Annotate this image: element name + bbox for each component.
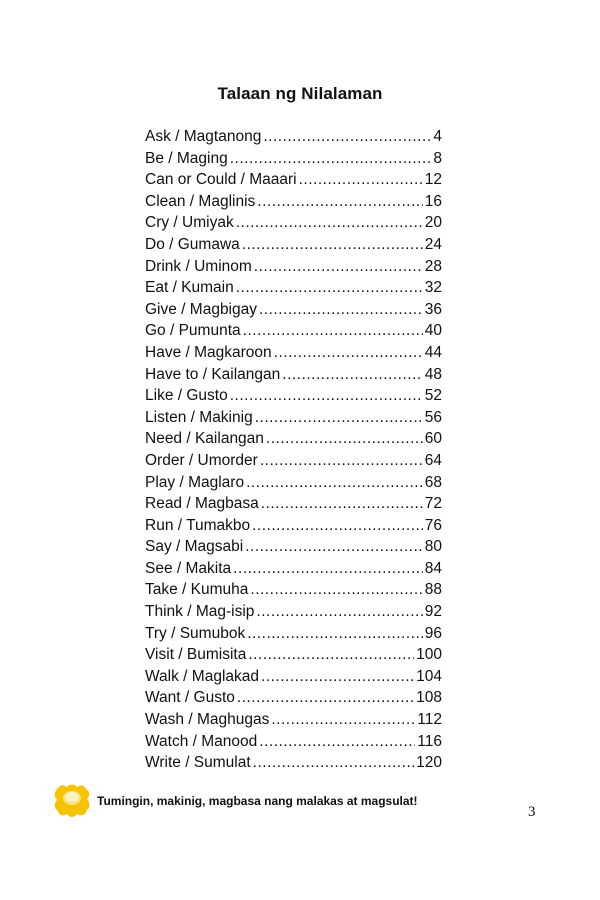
toc-entry-page: 4 [433, 128, 442, 145]
toc-entry-page: 56 [424, 408, 442, 426]
footer [52, 782, 552, 822]
toc-entry [145, 428, 442, 450]
toc-dot-leader [230, 385, 423, 407]
toc-entry-label: Like / Gusto [145, 387, 228, 405]
toc-entry-page: 16 [424, 192, 442, 210]
page-number: 3 [528, 804, 536, 820]
toc-entry [145, 148, 442, 170]
toc-entry-label: Write / Sumulat [145, 754, 251, 772]
toc-entry-page: 24 [424, 235, 442, 253]
toc-dot-leader [255, 407, 423, 429]
toc-entry-page: 88 [424, 581, 442, 599]
toc-dot-leader [247, 623, 423, 645]
toc-entry [145, 752, 442, 774]
toc-entry [145, 320, 442, 342]
toc-entry-page: 8 [433, 149, 442, 167]
toc-dot-leader [256, 601, 422, 623]
toc-entry [145, 493, 442, 515]
toc-entry [145, 450, 442, 472]
toc-entry-page: 20 [424, 214, 442, 232]
toc-entry-label: Eat / Kumain [145, 279, 234, 297]
toc-dot-leader [250, 579, 422, 601]
toc-entry-label: Clean / Maglinis [145, 192, 256, 210]
toc-entry-label: Give / Magbigay [145, 300, 257, 318]
toc-entry [145, 299, 442, 321]
toc-entry-page: 108 [416, 689, 442, 707]
toc-dot-leader [254, 256, 423, 278]
toc-entry-page: 64 [424, 451, 442, 469]
toc-entry-label: Be / Maging [145, 149, 228, 167]
toc-dot-leader [248, 644, 414, 666]
toc-dot-leader [243, 320, 423, 342]
toc-dot-leader [236, 212, 423, 234]
toc-dot-leader [252, 515, 423, 537]
toc-entry [145, 234, 442, 256]
toc-dot-leader [257, 191, 422, 213]
toc-entry-label: Have to / Kailangan [145, 365, 281, 383]
toc-dot-leader [253, 752, 414, 774]
toc-dot-leader [246, 472, 423, 494]
toc-entry-label: Want / Gusto [145, 689, 235, 707]
toc-entry-page: 52 [424, 387, 442, 405]
toc-entry [145, 364, 442, 386]
toc-dot-leader [259, 731, 415, 753]
toc-entry-label: Run / Tumakbo [145, 516, 251, 534]
toc-entry [145, 558, 442, 580]
toc-entry [145, 342, 442, 364]
toc-entry-page: 104 [416, 667, 442, 685]
toc-entry-page: 96 [424, 624, 442, 642]
toc-dot-leader [261, 493, 423, 515]
toc-dot-leader [230, 148, 432, 170]
toc-entry-label: Think / Mag-isip [145, 603, 255, 621]
toc-entry [145, 709, 442, 731]
toc-entry-page: 28 [424, 257, 442, 275]
toc-entry-label: Cry / Umiyak [145, 214, 234, 232]
toc-entry [145, 536, 442, 558]
toc-dot-leader [282, 364, 422, 386]
toc-dot-leader [261, 666, 414, 688]
page-title: Talaan ng Nilalaman [217, 84, 383, 103]
toc-entry-page: 12 [424, 171, 442, 189]
toc-entry-page: 40 [424, 322, 442, 340]
toc-entry-page: 100 [416, 646, 442, 664]
toc-entry-label: Visit / Bumisita [145, 646, 247, 664]
toc-entry-page: 84 [424, 559, 442, 577]
toc-entry-label: Listen / Makinig [145, 408, 253, 426]
toc-entry [145, 277, 442, 299]
toc-entry-label: Wash / Maghugas [145, 711, 270, 729]
toc-dot-leader [274, 342, 423, 364]
toc-entry-page: 72 [424, 495, 442, 513]
toc-entry-page: 60 [424, 430, 442, 448]
yellow-puzzle-logo-icon [52, 782, 92, 820]
toc-entry-label: Watch / Manood [145, 732, 258, 750]
toc-entry [145, 579, 442, 601]
toc-entry-label: Try / Sumubok [145, 624, 246, 642]
toc-entry-page: 44 [424, 343, 442, 361]
toc-entry-label: Read / Magbasa [145, 495, 259, 513]
toc-entry-page: 116 [417, 732, 442, 750]
toc-entry [145, 472, 442, 494]
toc-dot-leader [237, 687, 414, 709]
toc-entry-page: 76 [424, 516, 442, 534]
toc-entry [145, 601, 442, 623]
toc-dot-leader [245, 536, 423, 558]
toc-entry-page: 36 [424, 300, 442, 318]
toc-entry-page: 68 [424, 473, 442, 491]
toc-entry [145, 623, 442, 645]
toc-entry [145, 191, 442, 213]
toc-entry [145, 256, 442, 278]
toc-entry-label: Order / Umorder [145, 451, 258, 469]
toc-entry-page: 48 [424, 365, 442, 383]
toc-dot-leader [236, 277, 423, 299]
toc-dot-leader [260, 450, 423, 472]
toc-entry-label: Go / Pumunta [145, 322, 241, 340]
toc-dot-leader [259, 299, 423, 321]
toc-entry [145, 515, 442, 537]
toc-entry [145, 644, 442, 666]
toc-entry [145, 169, 442, 191]
toc-entry [145, 212, 442, 234]
toc-entry [145, 687, 442, 709]
toc-entry-label: Ask / Magtanong [145, 128, 262, 145]
toc-entry-page: 120 [416, 754, 442, 772]
toc-entry-label: Need / Kailangan [145, 430, 264, 448]
toc-entry [145, 666, 442, 688]
footer-tagline: Tumingin, makinig, magbasa nang malakas at magsulat! [97, 794, 418, 808]
toc-dot-leader [299, 169, 423, 191]
table-of-contents [145, 126, 442, 774]
toc-entry-label: Play / Maglaro [145, 473, 245, 491]
toc-entry-page: 112 [417, 711, 442, 729]
toc-entry [145, 385, 442, 407]
toc-entry [145, 731, 442, 753]
toc-entry [145, 407, 442, 429]
toc-dot-leader [271, 709, 415, 731]
toc-entry-label: Have / Magkaroon [145, 343, 272, 361]
toc-entry-label: Say / Magsabi [145, 538, 244, 556]
toc-entry-page: 80 [424, 538, 442, 556]
toc-entry-label: See / Makita [145, 559, 232, 577]
toc-entry-page: 32 [424, 279, 442, 297]
toc-entry-label: Can or Could / Maaari [145, 171, 297, 189]
toc-entry-page: 92 [424, 603, 442, 621]
toc-entry-label: Do / Gumawa [145, 235, 240, 253]
toc-entry-label: Take / Kumuha [145, 581, 249, 599]
toc-dot-leader [263, 126, 431, 148]
toc-entry-label: Walk / Maglakad [145, 667, 259, 685]
toc-entry-label: Drink / Uminom [145, 257, 252, 275]
toc-entry [145, 126, 442, 148]
toc-dot-leader [266, 428, 423, 450]
toc-dot-leader [233, 558, 423, 580]
toc-dot-leader [242, 234, 423, 256]
